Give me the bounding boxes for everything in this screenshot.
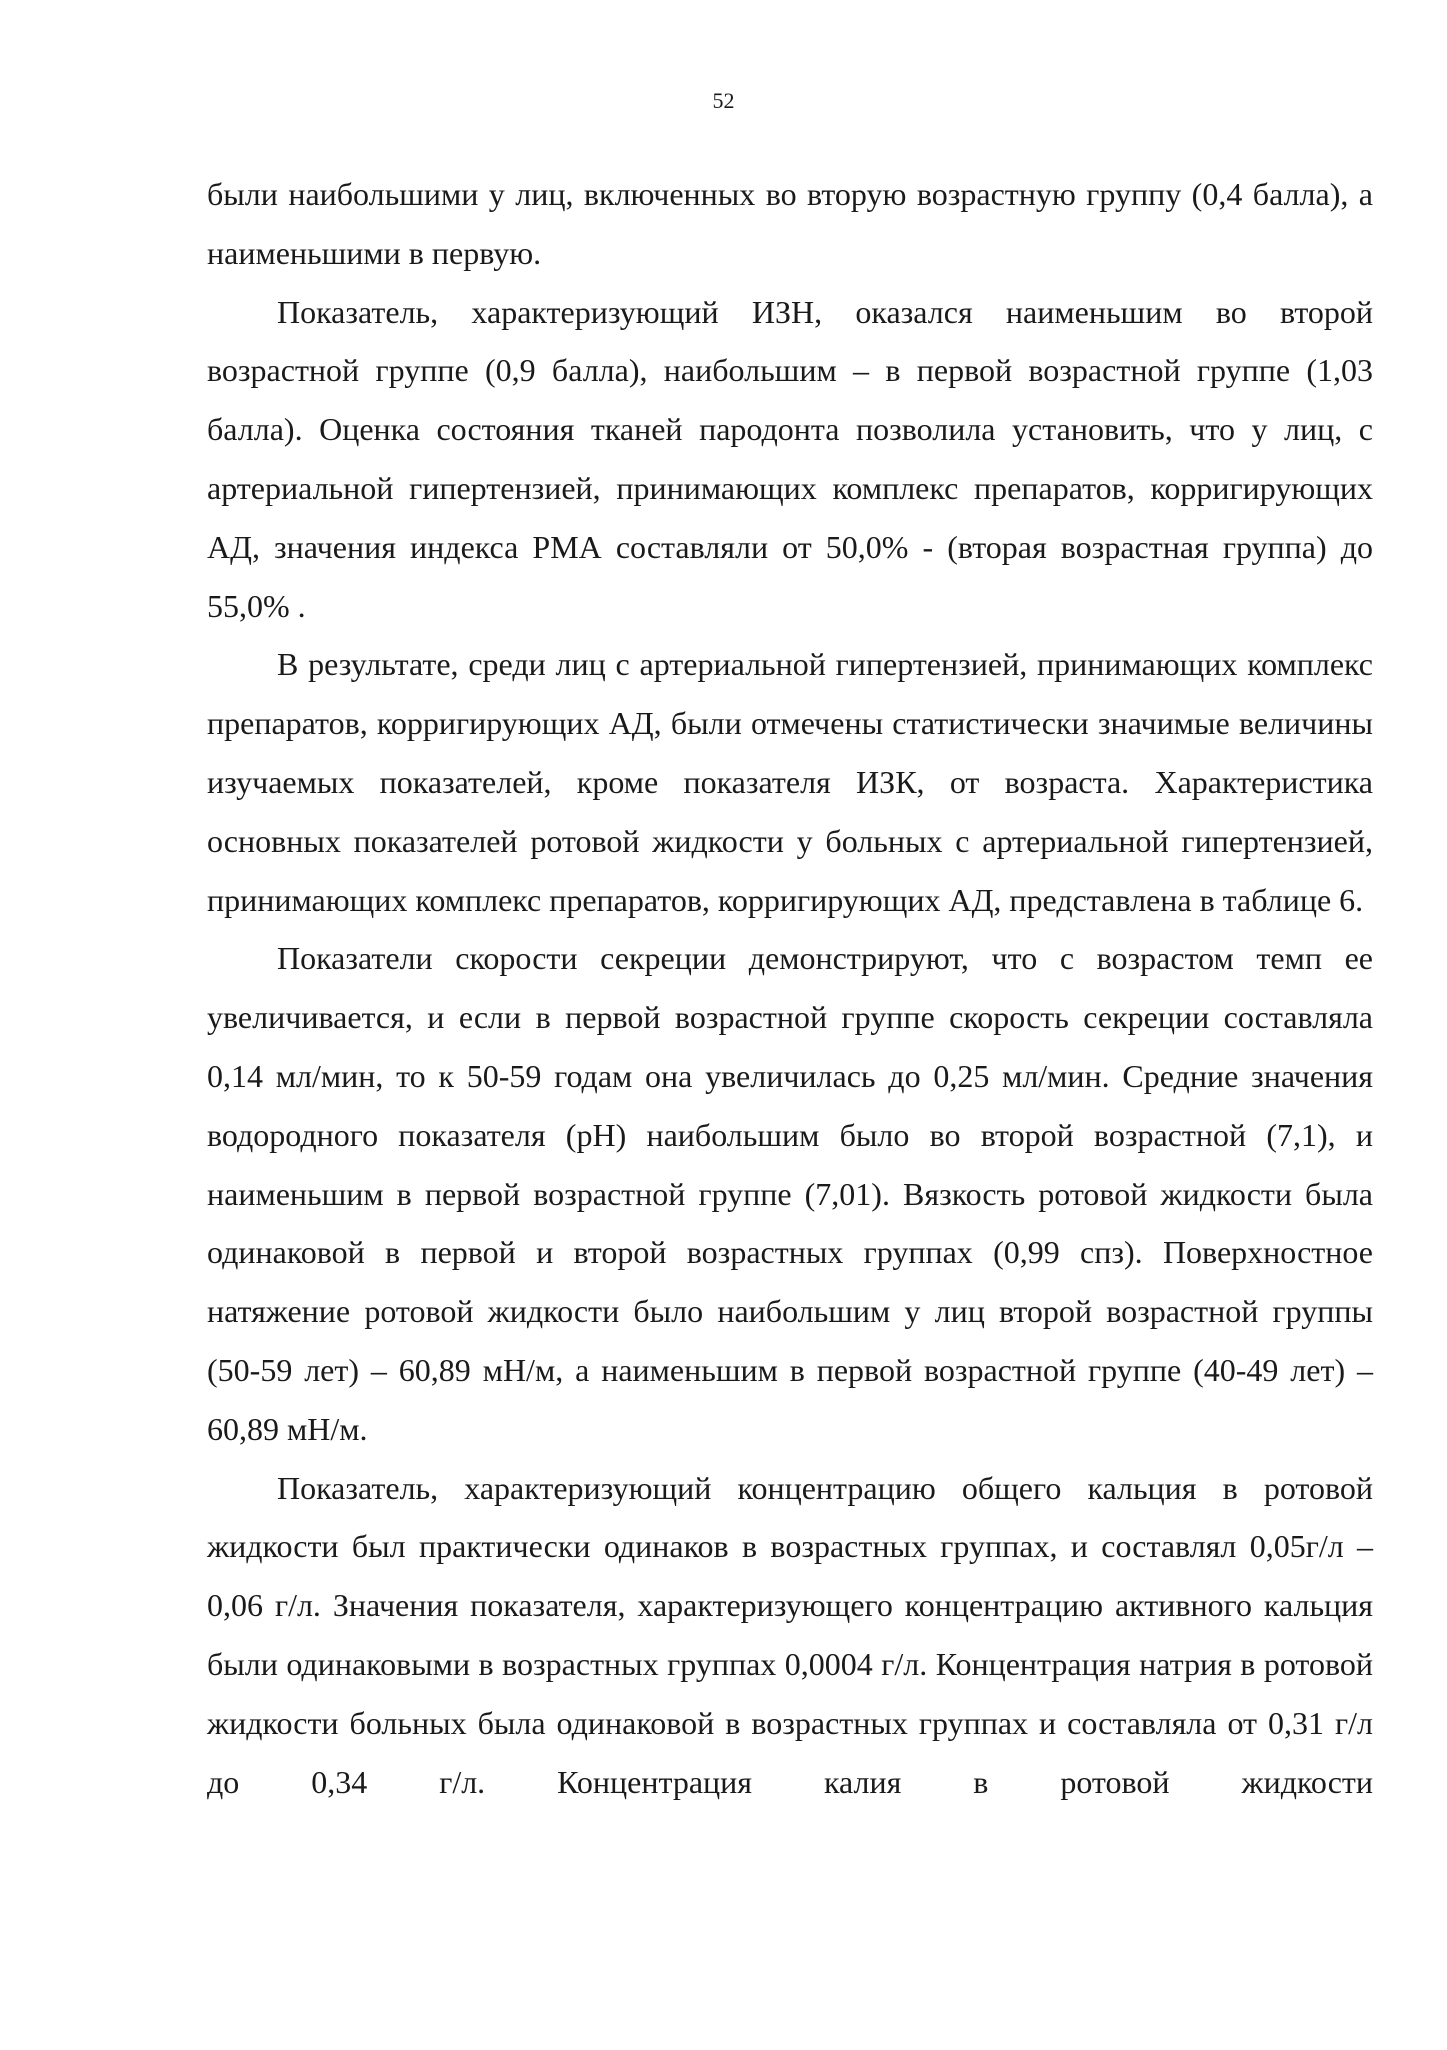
paragraph-izn-pma: Показатель, характеризующий ИЗН, оказался наименьшим во второй возрастной группе (0,9 балла), наибольшим – в первой возрастной группе (1,03 балла). Оценка состояния тканей пародонта позволила установить, что у лиц, с артериальной гипертензией, принимающих комплекс препаратов, корригирующих АД, значения индекса РМА составляли от 50,0% - (вторая возрастная группа) до 55,0% . — [207, 293, 1373, 624]
body-text — [207, 165, 1373, 1811]
page-number: 52 — [712, 88, 735, 113]
paragraph-continuation: были наибольшими у лиц, включенных во вторую возрастную группу (0,4 балла), а наименьшими в первую. — [207, 176, 1373, 271]
paragraph-secretion: Показатели скорости секреции демонстрируют, что с возрастом темп ее увеличивается, и если в первой возрастной группе скорость секреции составляла 0,14 мл/мин, то к 50-59 годам она увеличилась до 0,25 мл/мин. Средние значения водородного показателя (рН) наибольшим было во второй возрастной (7,1), и наименьшим в первой возрастной группе (7,01). Вязкость ротовой жидкости была одинаковой в первой и второй возрастных группах (0,99 спз). Поверхностное натяжение ротовой жидкости было наибольшим у лиц второй возрастной группы (50-59 лет) – 60,89 мН/м, а наименьшим в первой возрастной группе (40-49 лет) – 60,89 мН/м. — [207, 940, 1373, 1447]
paragraph-results: В результате, среди лиц с артериальной гипертензией, принимающих комплекс препаратов, корригирующих АД, были отмечены статистически значимые величины изучаемых показателей, кроме показателя ИЗК, от возраста. Характеристика основных показателей ротовой жидкости у больных с артериальной гипертензией, принимающих комплекс препаратов, корригирующих АД, представлена в таблице 6. — [207, 646, 1373, 918]
paragraph-calcium: Показатель, характеризующий концентрацию общего кальция в ротовой жидкости был практически одинаков в возрастных группах, и составлял 0,05г/л – 0,06 г/л. Значения показателя, характеризующего концентрацию активного кальция были одинаковыми в возрастных группах 0,0004 г/л. Концентрация натрия в ротовой жидкости больных была одинаковой в возрастных группах и составляла от 0,31 г/л до 0,34 г/л. Концентрация калия в ротовой жидкости — [207, 1469, 1373, 1800]
